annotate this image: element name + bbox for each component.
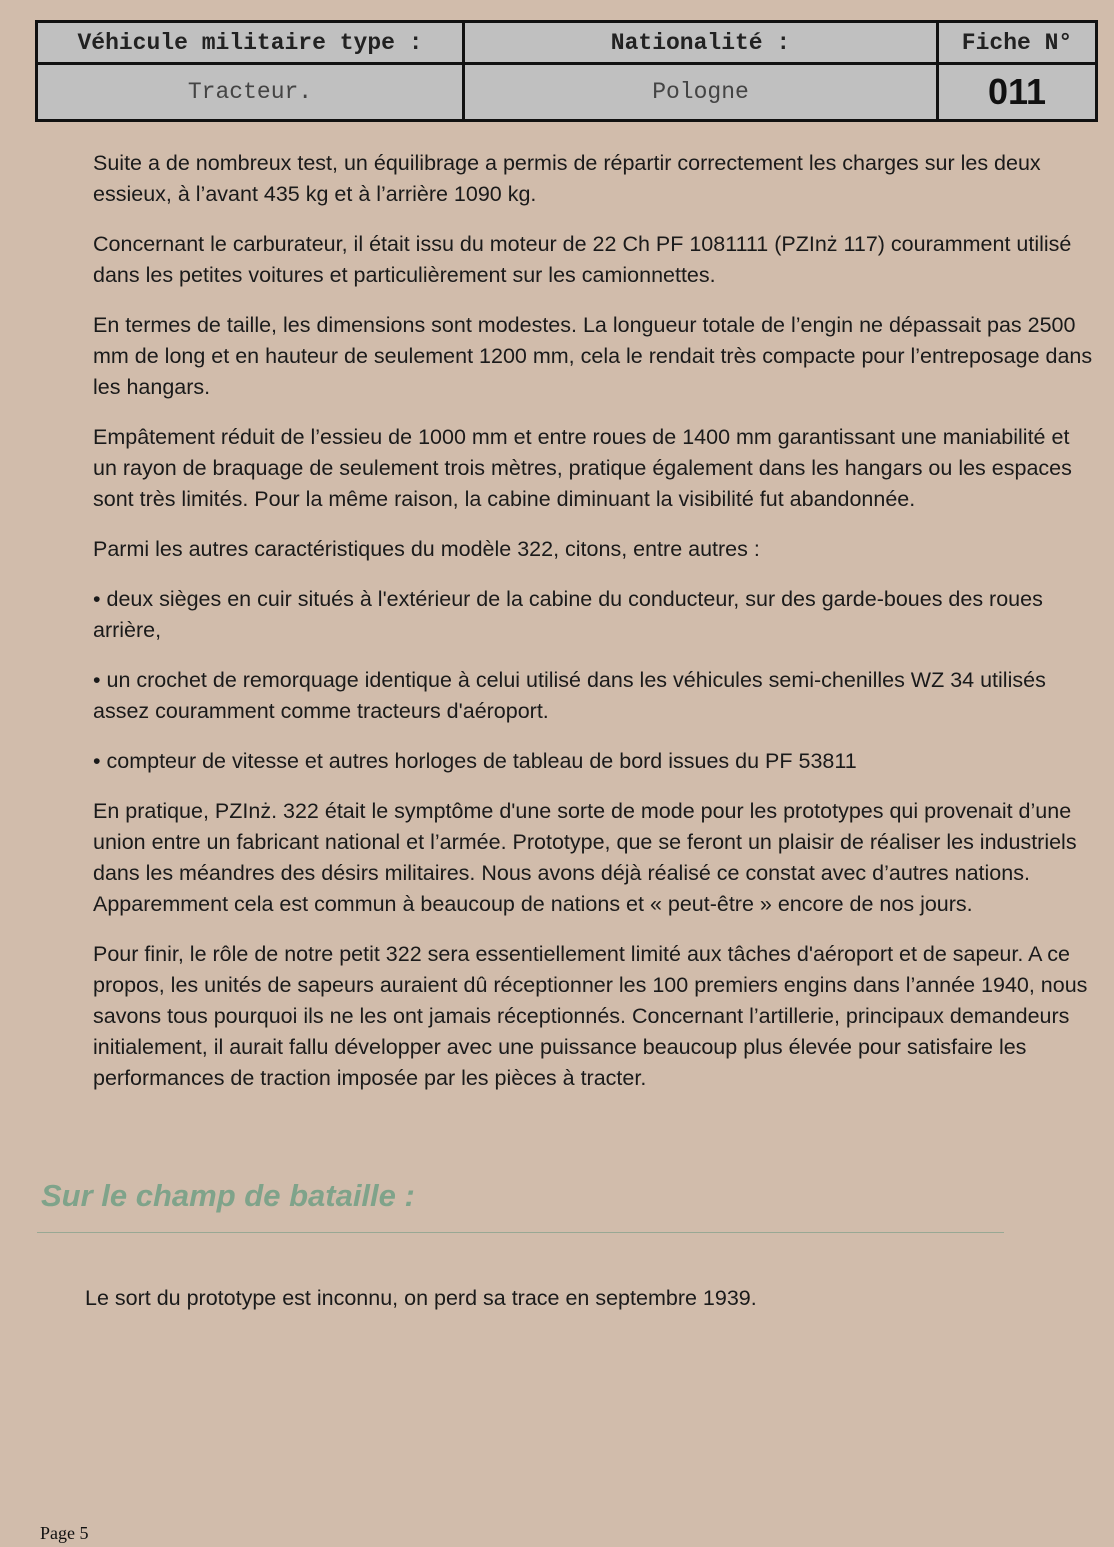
- page-number: Page 5: [40, 1523, 89, 1543]
- paragraph: Concernant le carburateur, il était issu du moteur de 22 Ch PF 1081111 (PZInż 117) couramment utilisé dans les petites voitures et particulièrement sur les camionnettes.: [93, 232, 1072, 287]
- paragraph: Parmi les autres caractéristiques du modèle 322, citons, entre autres :: [93, 537, 760, 561]
- sheet-number-value: 011: [938, 64, 1097, 121]
- section-title: Sur le champ de bataille :: [41, 1178, 415, 1213]
- vehicle-header-table: [35, 20, 1098, 122]
- vehicle-type-label: Véhicule militaire type :: [37, 22, 464, 64]
- vehicle-type-value: Tracteur.: [37, 64, 464, 121]
- paragraph: Suite a de nombreux test, un équilibrage a permis de répartir correctement les charges sur les deux essieux, à l’avant 435 kg et à l’arrière 1090 kg.: [93, 151, 1041, 206]
- bullet-item: • un crochet de remorquage identique à celui utilisé dans les véhicules semi-chenilles WZ 34 utilisés assez couramment comme tracteurs d'aéroport.: [93, 668, 1046, 723]
- nationality-label: Nationalité :: [464, 22, 938, 64]
- bullet-item: • deux sièges en cuir situés à l'extérieur de la cabine du conducteur, sur des garde-boues des roues arrière,: [93, 587, 1043, 642]
- bullet-item: • compteur de vitesse et autres horloges de tableau de bord issues du PF 53811: [93, 749, 857, 773]
- section-divider: [37, 1232, 1004, 1233]
- section-text: Le sort du prototype est inconnu, on perd sa trace en septembre 1939.: [85, 1286, 757, 1310]
- sheet-number-label: Fiche N°: [938, 22, 1097, 64]
- paragraph: En termes de taille, les dimensions sont modestes. La longueur totale de l’engin ne dépassait pas 2500 mm de long et en hauteur de seulement 1200 mm, cela le rendait très compacte pour l’entreposage dans les hangars.: [93, 313, 1093, 399]
- paragraph: Pour finir, le rôle de notre petit 322 sera essentiellement limité aux tâches d'aéroport et de sapeur. A ce propos, les unités de sapeurs auraient dû réceptionner les 100 premiers engins dans l’année 1940, nous savons tous pourquoi ils ne les ont jamais réceptionnés. Concernant l’artillerie, principaux demandeurs initialement, il aurait fallu développer avec une puissance beaucoup plus élevée pour satisfaire les performances de traction imposée par les pièces à tracter.: [93, 942, 1088, 1090]
- nationality-value: Pologne: [464, 64, 938, 121]
- paragraph: Empâtement réduit de l’essieu de 1000 mm et entre roues de 1400 mm garantissant une maniabilité et un rayon de braquage de seulement trois mètres, pratique également dans les hangars ou les espaces sont très limités. Pour la même raison, la cabine diminuant la visibilité fut abandonnée.: [93, 425, 1072, 511]
- paragraph: En pratique, PZInż. 322 était le symptôme d'une sorte de mode pour les prototypes qui provenait d’une union entre un fabricant national et l’armée. Prototype, que se feront un plaisir de réaliser les industriels dans les méandres des désirs militaires. Nous avons déjà réalisé ce constat avec d’autres nations. Apparemment cela est commun à beaucoup de nations et « peut-être » encore de nos jours.: [93, 799, 1077, 916]
- body-text: [93, 148, 1093, 1113]
